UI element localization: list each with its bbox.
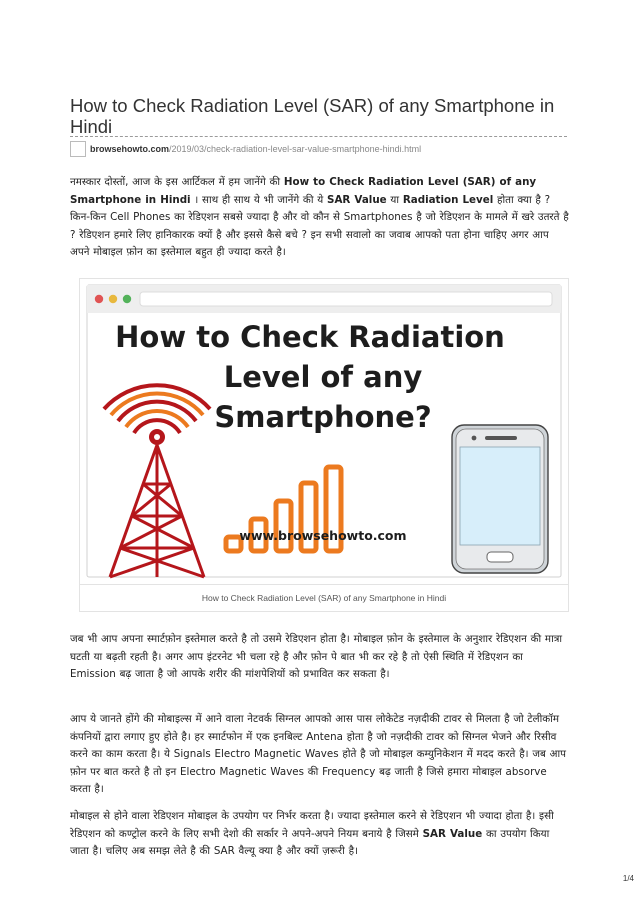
- paragraph-2: जब भी आप अपना स्मार्टफ़ोन इस्तेमाल करते है तो उसमे रेडिएशन होता है। मोबाइल फ़ोन के इस्तेमाल के अनुशार रेडिएशन की मात्रा घटती या बढ़ती रहती है। अगर आप इंटरनेट भी चला रहे है और फ़ोन पे बात भी कर रहे है तो ऐसी स्थिति में रेडिएशन का Emission बढ़ जाता है जो आपके शरीर की मांशपेशियों को प्रभावित कर सकता है।: [70, 633, 563, 681]
- browser-dot-red-icon: [95, 295, 103, 303]
- paragraph-3: आप ये जानते होंगे की मोबाइल्स में आने वाला नेटवर्क सिग्नल आपको आस पास लोकेटेड नज़दीकी टावर से मिलता है जो टेलीकॉम कंपनियों द्वारा लगाए हुए होते है। हर स्मार्टफोन में एक इनबिल्ट Antena होता है जो नज़दीकी टावर को सिग्नल भेजने और रिसीव करने का काम करता है। ये Signals Electro Magnetic Waves होते है जो मोबाइल कम्युनिकेशन में मदद करते है। जब आप फ़ोन पर बात करते है तो इन Electro Magnetic Waves की Frequency बढ़ जाती है जिसे हमारा मोबाइल absorve करता है।: [70, 713, 566, 796]
- featured-image-figure: [79, 278, 569, 612]
- paragraph-4: मोबाइल से होने वाला रेडिएशन मोबाइल के उपयोग पर निर्भर करता है। ज्यादा इस्तेमाल करने से रेडिएशन भी ज्यादा होता है। इसी रेडिएशन को कण्ट्रोल करने के लिए सभी देशो की सर्कार ने अपने-अपने नियम बनाये है जिसमे SAR Value का उपयोग किया जाता है। चलिए अब समझ लेते है की SAR वैल्यू क्या है और क्यों ज़रूरी है।: [70, 810, 554, 858]
- bold-sar-value-2: SAR Value: [422, 827, 483, 840]
- page-title: How to Check Radiation Level (SAR) of any Smartphone in Hindi: [70, 95, 555, 137]
- smartphone-icon: [452, 425, 548, 573]
- bold-radiation-level: Radiation Level: [402, 193, 494, 206]
- title-divider: [70, 136, 567, 137]
- intro-paragraph: नमस्कार दोस्तों, आज के इस आर्टिकल में हम जानेंगे की How to Check Radiation Level (SAR) of any Smartphone in Hindi । साथ ही साथ ये भी जानेंगे की ये SAR Value या Radiation Level होता क्या है ? किन-किन Cell Phones का रेडिएशन सबसे ज्यादा है और वो कौन से Smartphones है जो रेडिएशन के मामले में खरे उतरते है ? रेडिएशन हमारे लिए हानिकारक क्यों है और इससे कैसे बचे ? इन सभी सवालो का जवाब आपको पता होना चाहिए अगर आप अपने मोबाइल फ़ोन का इस्तेमाल बहुत ही ज्यादा करते है।: [70, 176, 569, 259]
- image-heading-line1: How to Check Radiation: [115, 320, 505, 354]
- source-domain: browsehowto.com: [90, 144, 170, 154]
- featured-image: [80, 279, 568, 585]
- image-heading-line3: Smartphone?: [214, 400, 432, 434]
- bold-article-topic: How to Check Radiation Level (SAR) of any Smartphone in Hindi: [70, 176, 537, 206]
- favicon-icon: [70, 141, 86, 157]
- bold-sar-value: SAR Value: [327, 193, 387, 206]
- browser-dot-yellow-icon: [109, 295, 117, 303]
- figure-caption: How to Check Radiation Level (SAR) of any Smartphone in Hindi: [80, 584, 568, 611]
- image-heading-line2: Level of any: [223, 360, 423, 394]
- page-indicator: 1/4: [622, 874, 634, 883]
- image-url-text: www.browsehowto.com: [239, 528, 407, 543]
- source-line: [70, 141, 421, 157]
- source-url[interactable]: [90, 144, 421, 154]
- source-path: /2019/03/check-radiation-level-sar-value-smartphone-hindi.html: [169, 144, 422, 154]
- browser-dot-green-icon: [123, 295, 131, 303]
